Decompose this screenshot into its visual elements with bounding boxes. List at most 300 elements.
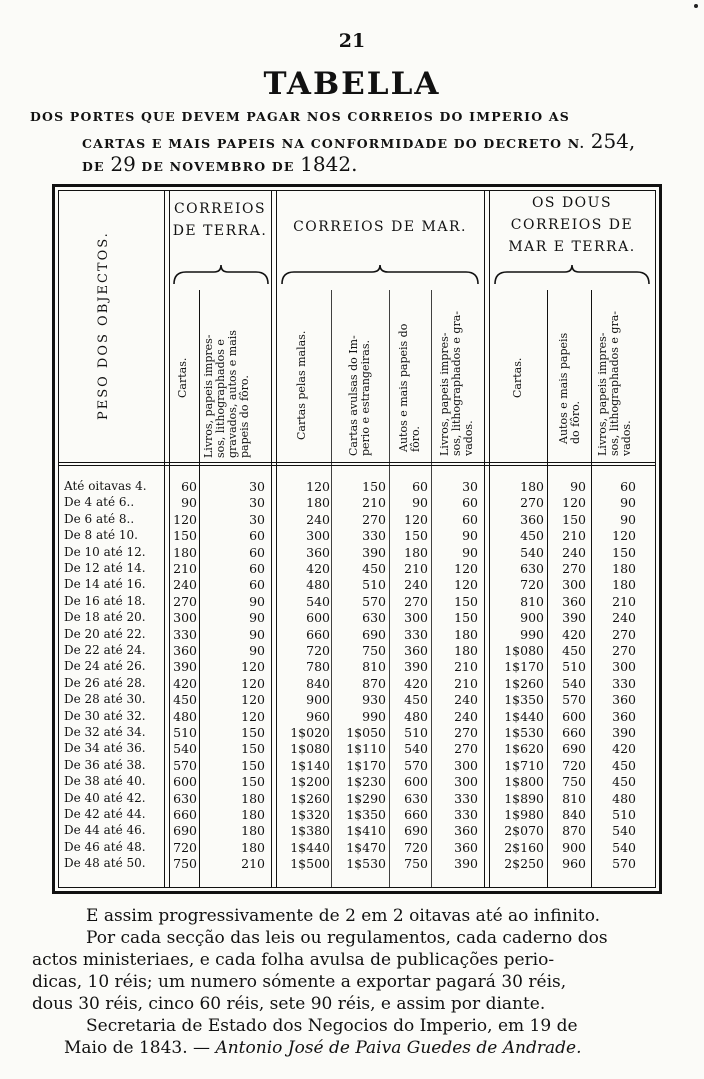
table-cell: 150 xyxy=(454,610,478,626)
table-cell: 870 xyxy=(562,823,586,839)
table-cell: 180 xyxy=(454,626,478,642)
table-cell: 1$410 xyxy=(346,823,386,839)
table-cell: 60 xyxy=(181,479,197,494)
group-header-line: CORREIOS xyxy=(173,201,267,217)
group-header-line: OS DOUS xyxy=(531,195,613,211)
table-cell: 510 xyxy=(612,807,636,822)
table-cell: 300 xyxy=(173,610,197,626)
table-cell: 210 xyxy=(454,659,478,675)
table-cell: 510 xyxy=(173,725,197,740)
table-cell: 270 xyxy=(454,725,478,740)
table-cell: 540 xyxy=(404,741,428,757)
footer-date: Maio de 1843. — xyxy=(64,1038,211,1058)
table-cell: 90 xyxy=(412,495,428,511)
table-cell: 330 xyxy=(454,807,478,822)
table-cell: 60 xyxy=(249,561,265,576)
column-header-line: vados. xyxy=(462,420,475,456)
row-label: De 6 até 8.. xyxy=(64,511,135,526)
table-cell: 90 xyxy=(570,479,586,494)
row-label: De 28 até 30. xyxy=(64,692,146,707)
table-cell: 60 xyxy=(620,479,636,494)
column-header xyxy=(203,330,251,458)
table-cell: 1$260 xyxy=(290,790,330,806)
table-cell: 690 xyxy=(404,823,428,839)
table-cell: 540 xyxy=(306,593,330,609)
table-cell: 210 xyxy=(362,495,386,511)
table-cell: 630 xyxy=(362,610,386,626)
column-header-line: Cartas. xyxy=(511,357,524,398)
table-cell: 60 xyxy=(249,577,265,593)
column-header-line: sos, lithographados e gra- xyxy=(450,311,463,456)
table-cell: 540 xyxy=(520,544,544,560)
table-cell: 210 xyxy=(454,675,478,691)
table-cell: 1$530 xyxy=(346,856,386,872)
table-cell: 180 xyxy=(241,807,265,822)
table-cell: 660 xyxy=(173,807,197,822)
column-header-line: sos, lithographados e xyxy=(214,339,227,458)
subtitle-month: DE NOVEMBRO DE xyxy=(141,159,295,174)
group-header-mar-terra xyxy=(490,192,654,258)
table-cell: 270 xyxy=(520,495,544,511)
group-brace-mar xyxy=(280,264,480,286)
table-cell: 2$250 xyxy=(504,856,544,872)
table-cell: 480 xyxy=(612,790,636,806)
table-cell: 150 xyxy=(241,757,265,773)
table-cell: 120 xyxy=(241,692,265,708)
footer-line: actos ministeriaes, e cada folha avulsa de publicações perio- xyxy=(32,950,555,970)
table-cell: 90 xyxy=(249,593,265,609)
signature: Antonio José de Paiva Guedes de Andrade. xyxy=(215,1038,582,1058)
footer-signature-line xyxy=(30,1037,704,1059)
group-header-line: DE TERRA. xyxy=(172,223,268,239)
table-cell: 960 xyxy=(306,708,330,724)
row-label: De 20 até 22. xyxy=(64,626,146,641)
table-cell: 30 xyxy=(249,479,265,494)
column-header-line: Autos e mais papeis do xyxy=(397,323,410,452)
table-cell: 1$320 xyxy=(290,807,330,822)
table-cell: 360 xyxy=(520,511,544,527)
subtitle-line-3 xyxy=(82,152,357,176)
table-cell: 570 xyxy=(173,757,197,773)
row-label: De 4 até 6.. xyxy=(64,495,135,510)
table-cell: 660 xyxy=(404,807,428,822)
group-header-mar xyxy=(277,216,483,238)
table-cell: 900 xyxy=(562,839,586,855)
decree-day: 29 xyxy=(110,152,136,176)
table-cell: 1$470 xyxy=(346,839,386,855)
table-cell: 360 xyxy=(612,692,636,708)
table-cell: 450 xyxy=(173,692,197,708)
table-cell: 180 xyxy=(241,839,265,855)
table-cell: 660 xyxy=(562,725,586,740)
column-header-line: sos, lithographados e gra- xyxy=(608,311,621,456)
row-label: De 36 até 38. xyxy=(64,757,146,772)
table-cell: 510 xyxy=(404,725,428,740)
table-cell: 300 xyxy=(306,528,330,544)
table-cell: 90 xyxy=(620,511,636,527)
column-header xyxy=(512,358,524,398)
table-cell: 1$200 xyxy=(290,774,330,790)
table-cell: 330 xyxy=(173,626,197,642)
table-cell: 90 xyxy=(462,528,478,544)
table-cell: 360 xyxy=(612,708,636,724)
column-header-line: perio e estrangeiras. xyxy=(359,340,372,456)
table-cell: 240 xyxy=(454,708,478,724)
table-cell: 240 xyxy=(306,511,330,527)
table-cell: 330 xyxy=(454,790,478,806)
table-cell: 870 xyxy=(362,675,386,691)
table-cell: 1$170 xyxy=(504,659,544,675)
subtitle-line-2-text: CARTAS E MAIS PAPEIS NA CONFORMIDADE DO DECRETO N. xyxy=(82,136,586,151)
table-cell: 450 xyxy=(612,757,636,773)
table-cell: 180 xyxy=(173,544,197,560)
table-cell: 840 xyxy=(306,675,330,691)
column-header-line: Cartas avulsas do Im- xyxy=(347,335,360,456)
table-cell: 120 xyxy=(241,675,265,691)
table-cell: 1$350 xyxy=(346,807,386,822)
page-title: TABELLA xyxy=(263,66,441,102)
table-cell: 750 xyxy=(562,774,586,790)
table-cell: 660 xyxy=(306,626,330,642)
table-cell: 180 xyxy=(241,790,265,806)
row-label: De 48 até 50. xyxy=(64,856,146,871)
table-cell: 840 xyxy=(562,807,586,822)
table-cell: 90 xyxy=(181,495,197,511)
column-header-line: papeis do fôro. xyxy=(238,375,251,458)
group-brace-mar-terra xyxy=(493,264,651,286)
table-cell: 210 xyxy=(612,593,636,609)
table-cell: 240 xyxy=(562,544,586,560)
table-cell: 570 xyxy=(612,856,636,872)
table-cell: 150 xyxy=(612,544,636,560)
table-cell: 300 xyxy=(562,577,586,593)
table-cell: 750 xyxy=(362,643,386,658)
table-cell: 1$380 xyxy=(290,823,330,839)
table-cell: 810 xyxy=(362,659,386,675)
table-cell: 150 xyxy=(362,479,386,494)
table-cell: 180 xyxy=(612,577,636,593)
table-cell: 30 xyxy=(462,479,478,494)
table-cell: 120 xyxy=(454,561,478,576)
table-cell: 690 xyxy=(173,823,197,839)
table-cell: 330 xyxy=(362,528,386,544)
table-cell: 480 xyxy=(404,708,428,724)
column-header-line: gravados, autos e mais xyxy=(226,330,239,458)
row-label: De 16 até 18. xyxy=(64,593,146,608)
table-cell: 720 xyxy=(404,839,428,855)
table-cell: 1$890 xyxy=(504,790,544,806)
table-cell: 60 xyxy=(462,495,478,511)
row-label: De 10 até 12. xyxy=(64,544,146,559)
row-label: De 42 até 44. xyxy=(64,807,146,821)
table-cell: 780 xyxy=(306,659,330,675)
table-cell: 420 xyxy=(612,741,636,757)
table-cell: 510 xyxy=(362,577,386,593)
group-header-terra xyxy=(170,198,270,242)
table-cell: 360 xyxy=(562,593,586,609)
table-cell: 450 xyxy=(562,643,586,658)
table-cell: 240 xyxy=(612,610,636,626)
table-cell: 180 xyxy=(612,561,636,576)
table-cell: 120 xyxy=(562,495,586,511)
table-cell: 210 xyxy=(562,528,586,544)
column-header xyxy=(439,311,475,456)
weight-column-header: PESO DOS OBJECTOS. xyxy=(96,231,111,420)
table-cell: 180 xyxy=(520,479,544,494)
table-cell: 2$070 xyxy=(504,823,544,839)
table-cell: 630 xyxy=(173,790,197,806)
column-header-line: fôro. xyxy=(409,426,422,452)
table-cell: 90 xyxy=(249,610,265,626)
row-label: De 26 até 28. xyxy=(64,675,146,690)
table-cell: 1$530 xyxy=(504,725,544,740)
table-cell: 180 xyxy=(454,643,478,658)
table-cell: 240 xyxy=(454,692,478,708)
table-cell: 750 xyxy=(404,856,428,872)
row-label: De 14 até 16. xyxy=(64,577,146,592)
table-cell: 750 xyxy=(173,856,197,872)
table-cell: 120 xyxy=(241,708,265,724)
table-cell: 450 xyxy=(362,561,386,576)
table-cell: 90 xyxy=(249,643,265,658)
table-cell: 150 xyxy=(241,741,265,757)
header-rule xyxy=(58,465,656,466)
table-cell: 390 xyxy=(612,725,636,740)
footer-line: dicas, 10 réis; um numero sómente a exportar pagará 30 réis, xyxy=(32,972,567,992)
table-cell: 390 xyxy=(173,659,197,675)
table-cell: 540 xyxy=(612,839,636,855)
table-cell: 150 xyxy=(173,528,197,544)
column-header xyxy=(177,358,189,398)
table-cell: 120 xyxy=(306,479,330,494)
table-cell: 1$080 xyxy=(290,741,330,757)
table-cell: 360 xyxy=(454,823,478,839)
table-cell: 360 xyxy=(454,839,478,855)
table-cell: 330 xyxy=(404,626,428,642)
table-cell: 720 xyxy=(520,577,544,593)
table-cell: 360 xyxy=(306,544,330,560)
table-cell: 60 xyxy=(249,528,265,544)
table-cell: 810 xyxy=(520,593,544,609)
table-cell: 1$020 xyxy=(290,725,330,740)
table-cell: 180 xyxy=(404,544,428,560)
table-cell: 120 xyxy=(612,528,636,544)
table-cell: 1$350 xyxy=(504,692,544,708)
row-label: De 44 até 46. xyxy=(64,823,146,838)
table-cell: 210 xyxy=(404,561,428,576)
table-cell: 60 xyxy=(249,544,265,560)
table-cell: 360 xyxy=(404,643,428,658)
column-header-line: do fôro. xyxy=(569,400,582,444)
table-cell: 120 xyxy=(404,511,428,527)
table-cell: 270 xyxy=(173,593,197,609)
table-cell: 150 xyxy=(454,593,478,609)
table-cell: 540 xyxy=(173,741,197,757)
table-cell: 90 xyxy=(462,544,478,560)
table-cell: 420 xyxy=(173,675,197,691)
footer-line: E assim progressivamente de 2 em 2 oitavas até ao infinito. xyxy=(86,906,601,926)
table-cell: 450 xyxy=(404,692,428,708)
column-header xyxy=(597,311,633,456)
table-cell: 300 xyxy=(454,757,478,773)
table-cell: 60 xyxy=(462,511,478,527)
table-cell: 540 xyxy=(562,675,586,691)
row-label: De 40 até 42. xyxy=(64,790,146,805)
table-cell: 1$140 xyxy=(290,757,330,773)
table-cell: 300 xyxy=(404,610,428,626)
table-cell: 210 xyxy=(173,561,197,576)
group-header-line: CORREIOS DE MAR. xyxy=(293,219,467,235)
table-cell: 600 xyxy=(306,610,330,626)
table-cell: 720 xyxy=(306,643,330,658)
table-cell: 720 xyxy=(173,839,197,855)
table-cell: 420 xyxy=(306,561,330,576)
table-cell: 150 xyxy=(562,511,586,527)
table-cell: 720 xyxy=(562,757,586,773)
row-label: De 24 até 26. xyxy=(64,659,146,674)
table-cell: 1$980 xyxy=(504,807,544,822)
table-cell: 30 xyxy=(249,495,265,511)
table-cell: 270 xyxy=(362,511,386,527)
ink-speck xyxy=(694,4,698,8)
table-cell: 330 xyxy=(612,675,636,691)
table-cell: 360 xyxy=(173,643,197,658)
table-cell: 120 xyxy=(173,511,197,527)
table-cell: 30 xyxy=(249,511,265,527)
subtitle-line-1: DOS PORTES QUE DEVEM PAGAR NOS CORREIOS DO IMPERIO AS xyxy=(30,109,570,124)
row-label: De 30 até 32. xyxy=(64,708,146,723)
table-cell: 600 xyxy=(173,774,197,790)
table-cell: 900 xyxy=(306,692,330,708)
table-cell: 150 xyxy=(241,774,265,790)
table-cell: 690 xyxy=(362,626,386,642)
header-rule xyxy=(58,462,656,463)
table-cell: 2$160 xyxy=(504,839,544,855)
row-label: De 46 até 48. xyxy=(64,839,146,854)
table-cell: 450 xyxy=(520,528,544,544)
table-cell: 510 xyxy=(562,659,586,675)
column-header xyxy=(558,333,582,444)
footer-line: Secretaria de Estado dos Negocios do Imperio, em 19 de xyxy=(86,1016,578,1036)
column-header-line: Livros, papeis impres- xyxy=(596,332,609,456)
table-cell: 90 xyxy=(249,626,265,642)
table-cell: 990 xyxy=(520,626,544,642)
column-header-line: Livros, papeis impres- xyxy=(202,334,215,458)
table-cell: 390 xyxy=(454,856,478,872)
column-header-line: Livros, papeis impres- xyxy=(438,332,451,456)
table-cell: 180 xyxy=(306,495,330,511)
table-cell: 180 xyxy=(241,823,265,839)
table-cell: 1$500 xyxy=(290,856,330,872)
row-label: Até oitavas 4. xyxy=(64,479,147,493)
row-label: De 32 até 34. xyxy=(64,725,146,739)
table-cell: 600 xyxy=(562,708,586,724)
table-cell: 1$080 xyxy=(504,643,544,658)
row-label: De 38 até 40. xyxy=(64,774,146,789)
table-cell: 600 xyxy=(404,774,428,790)
table-cell: 150 xyxy=(241,725,265,740)
group-header-line: CORREIOS DE xyxy=(510,217,634,233)
table-cell: 270 xyxy=(404,593,428,609)
subtitle-de: DE xyxy=(82,159,105,174)
table-cell: 300 xyxy=(612,659,636,675)
decree-year: 1842. xyxy=(300,152,358,176)
table-cell: 990 xyxy=(362,708,386,724)
table-cell: 270 xyxy=(612,643,636,658)
table-cell: 630 xyxy=(520,561,544,576)
table-cell: 270 xyxy=(454,741,478,757)
table-cell: 1$230 xyxy=(346,774,386,790)
table-cell: 1$440 xyxy=(504,708,544,724)
table-cell: 1$260 xyxy=(504,675,544,691)
table-cell: 930 xyxy=(362,692,386,708)
table-cell: 150 xyxy=(404,528,428,544)
table-cell: 390 xyxy=(362,544,386,560)
table-cell: 1$290 xyxy=(346,790,386,806)
table-cell: 1$620 xyxy=(504,741,544,757)
table-cell: 270 xyxy=(612,626,636,642)
table-cell: 810 xyxy=(562,790,586,806)
footer-line: Por cada secção das leis ou regulamentos, cada caderno dos xyxy=(86,928,608,948)
table-cell: 1$110 xyxy=(346,741,386,757)
row-label: De 22 até 24. xyxy=(64,643,146,657)
decree-number: 254, xyxy=(590,129,636,153)
table-cell: 420 xyxy=(404,675,428,691)
table-cell: 630 xyxy=(404,790,428,806)
table-cell: 900 xyxy=(520,610,544,626)
table-cell: 960 xyxy=(562,856,586,872)
column-header-line: vados. xyxy=(620,420,633,456)
table-cell: 300 xyxy=(454,774,478,790)
group-header-line: MAR E TERRA. xyxy=(508,239,636,255)
table-cell: 1$050 xyxy=(346,725,386,740)
footer-line: dous 30 réis, cinco 60 réis, sete 90 réis, e assim por diante. xyxy=(32,994,546,1014)
subtitle-line-2 xyxy=(82,129,635,153)
page-number: 21 xyxy=(338,30,366,52)
column-header xyxy=(348,335,372,456)
table-cell: 420 xyxy=(562,626,586,642)
table-cell: 570 xyxy=(562,692,586,708)
table-cell: 480 xyxy=(306,577,330,593)
row-label: De 18 até 20. xyxy=(64,610,146,625)
column-header-line: Cartas pelas malas. xyxy=(295,330,308,440)
group-brace-terra xyxy=(172,264,270,286)
table-cell: 450 xyxy=(612,774,636,790)
table-cell: 390 xyxy=(562,610,586,626)
table-cell: 90 xyxy=(620,495,636,511)
table-cell: 210 xyxy=(241,856,265,872)
table-cell: 1$170 xyxy=(346,757,386,773)
table-cell: 120 xyxy=(454,577,478,593)
row-label: De 12 até 14. xyxy=(64,561,146,575)
table-cell: 390 xyxy=(404,659,428,675)
table-cell: 480 xyxy=(173,708,197,724)
table-cell: 240 xyxy=(404,577,428,593)
table-cell: 120 xyxy=(241,659,265,675)
column-header-line: Cartas. xyxy=(176,357,189,398)
table-cell: 1$800 xyxy=(504,774,544,790)
row-label: De 34 até 36. xyxy=(64,741,146,756)
table-cell: 1$440 xyxy=(290,839,330,855)
row-label: De 8 até 10. xyxy=(64,528,138,543)
column-divider xyxy=(199,290,200,888)
table-cell: 570 xyxy=(404,757,428,773)
table-cell: 690 xyxy=(562,741,586,757)
table-cell: 1$710 xyxy=(504,757,544,773)
table-cell: 60 xyxy=(412,479,428,494)
column-header xyxy=(296,331,308,440)
column-header-line: Autos e mais papeis xyxy=(557,332,570,444)
